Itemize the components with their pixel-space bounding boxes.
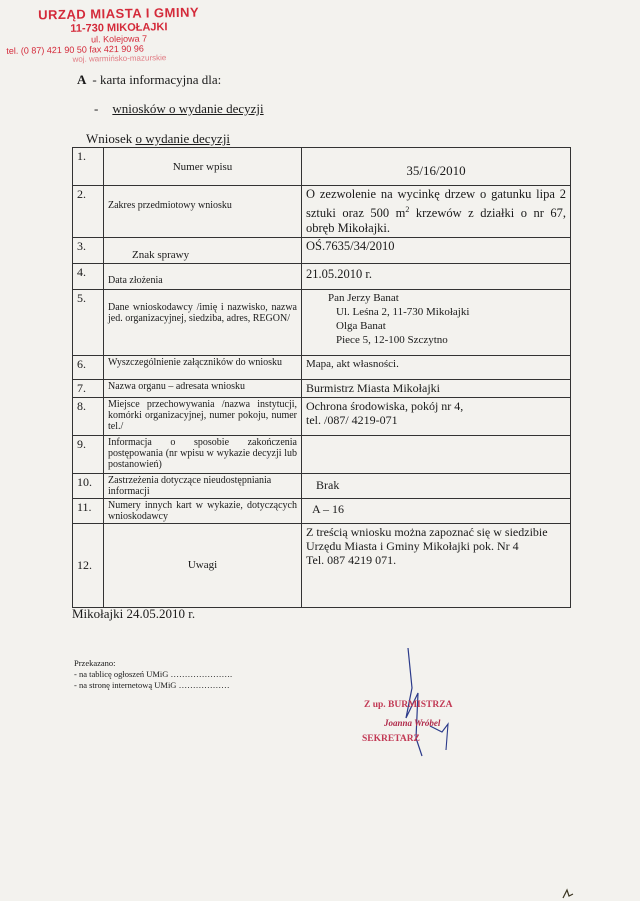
stamp-line-2: 11-730 MIKOŁAJKI [70,21,168,35]
applicant-line: Ul. Leśna 2, 11-730 Mikołajki [336,306,470,319]
table-row [73,499,571,524]
row-number: 8. [73,398,104,436]
signature-stamp-line-1: Z up. BURMISTRZA [364,700,453,710]
row-number: 2. [73,186,104,238]
table-row [73,148,571,186]
stamp-line-3: ul. Kolejowa 7 [90,33,148,45]
signature-block [356,648,486,748]
storage-line: Ochrona środowiska, pokój nr 4, [306,399,464,414]
table-row [73,238,571,264]
table-row [73,356,571,380]
row-value: A – 16 [302,499,571,524]
publication-notes [74,658,232,691]
stamp-line-5: woj. warmińsko-mazurskie [72,53,167,64]
row-number: 11. [73,499,104,524]
row-value: 21.05.2010 r. [302,264,571,290]
office-stamp [6,4,215,64]
table-row [73,290,571,356]
stamp-line-4: tel. (0 87) 421 90 50 fax 421 90 96 [6,43,144,56]
przekazano-notice-board: - na tablicę ogłoszeń UMiG …………………. [74,669,233,679]
row-number: 9. [73,436,104,474]
row-label: Wyszczególnienie załączników do wniosku [104,356,302,380]
scan-mark-icon [561,888,575,900]
caption-part-2: o wydanie decyzji [135,131,231,146]
row-label: Numer wpisu [104,148,302,186]
document-date: Mikołajki 24.05.2010 r. [72,606,196,621]
row-label: Znak sprawy [104,238,302,264]
card-subject [94,101,264,117]
table-row [73,436,571,474]
signature-stamp-line-2: SEKRETARZ [362,734,420,744]
row-number: 7. [73,380,104,398]
row-label: Zakres przedmiotowy wniosku [104,186,302,238]
row-number: 10. [73,474,104,499]
applicant-line: Pan Jerzy Banat [328,292,399,305]
row-value: Brak [302,474,571,499]
row-label: Informacja o sposobie zakończenia postępowania (nr wpisu w wykazie decyzji lub postanowień) [104,436,302,474]
table-row [73,186,571,238]
row-label: Nazwa organu – adresata wniosku [104,380,302,398]
signature-name: Joanna Wróbel [384,718,441,728]
row-label: Miejsce przechowywania /nazwa instytucji, komórki organizacyjnej, numer pokoju, numer tel./ [104,398,302,436]
row-number: 6. [73,356,104,380]
stamp-line-1: URZĄD MIASTA I GMINY [38,4,200,23]
row-value: Burmistrz Miasta Mikołajki [302,380,571,398]
information-table [72,147,571,608]
caption-part-1: Wniosek [86,131,136,146]
row-number: 5. [73,290,104,356]
row-label: Dane wnioskodawcy /imię i nazwisko, nazwa jed. organizacyjnej, siedziba, adres, REGON/ [104,290,302,356]
table-row [73,264,571,290]
row-number: 4. [73,264,104,290]
table-caption [86,131,230,147]
subject-text: wniosków o wydanie decyzji [112,101,264,116]
row-number: 1. [73,148,104,186]
row-number: 12. [73,524,104,608]
subject-bullet: - [94,101,99,116]
row-number: 3. [73,238,104,264]
storage-line: tel. /087/ 4219-071 [306,413,398,428]
row-value [302,436,571,474]
remarks-line: Tel. 087 4219 071. [306,553,397,568]
remarks-line: Z treścią wniosku można zapoznać się w siedzibie Urzędu Miasta i Gminy Mikołajki pok. Nr 4 [306,525,548,554]
table-row [73,524,571,608]
row-value [302,290,571,356]
row-value [302,398,571,436]
row-label: Data złożenia [104,264,302,290]
table-row [73,398,571,436]
przekazano-website: - na stronę internetową UMiG ……………… [74,680,230,690]
table-row [73,474,571,499]
row-value: OŚ.7635/34/2010 [302,238,571,264]
row-label: Numery innych kart w wykazie, dotyczących wnioskodawcy [104,499,302,524]
row-value: O zezwolenie na wycinkę drzew o gatunku lipa 2 sztuki oraz 500 $m^2$ krzewów z działki o nr 67, obręb Mikołajki. [302,186,571,238]
card-intro: - karta informacyjna dla: [92,72,222,87]
applicant-line: Olga Banat [336,320,386,333]
row-value: 35/16/2010 [302,148,571,186]
row-label: Zastrzeżenia dotyczące nieudostępniania informacji [104,474,302,499]
row-value: Mapa, akt własności. [302,356,571,380]
card-heading [77,72,221,88]
applicant-line: Piece 5, 12-100 Szczytno [336,334,448,347]
table-row [73,380,571,398]
row-label: Uwagi [104,524,302,608]
card-letter: A [77,72,87,87]
superscript: 2 [405,205,410,214]
przekazano-title: Przekazano: [74,658,116,668]
row-value [302,524,571,608]
